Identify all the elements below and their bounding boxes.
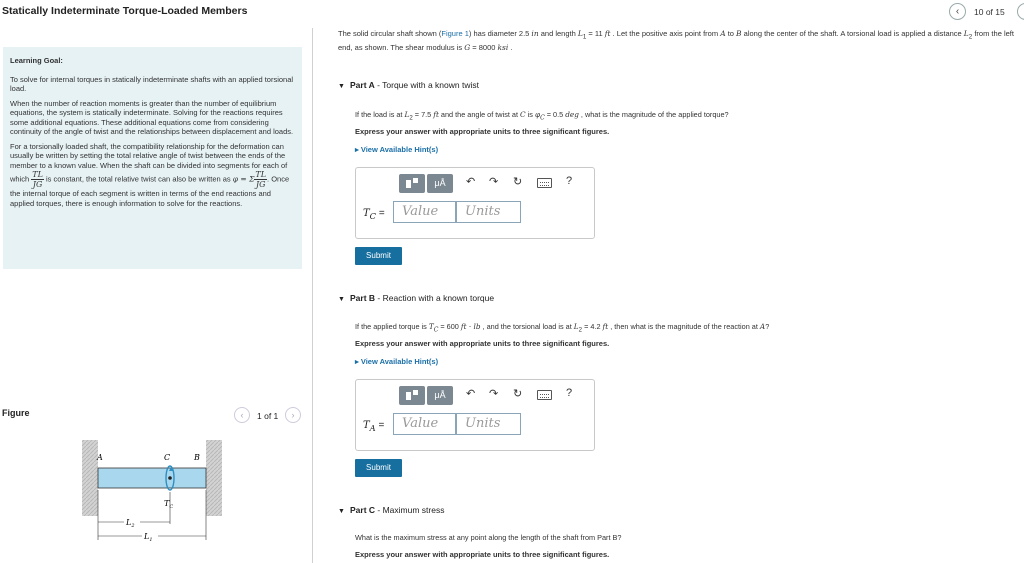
collapse-caret-icon: ▼ [338,296,345,303]
twist-equation: φ = Σ [232,174,255,184]
learning-goal-panel [3,47,302,269]
previous-item-button[interactable] [949,3,966,20]
part-b-header[interactable]: ▼ Part B - Reaction with a known torque [338,293,495,303]
svg-text:L1: $L_1$ [144,532,153,543]
figure-next-button[interactable] [285,407,301,423]
shaft [98,468,206,488]
problem-statement: The solid circular shaft shown (Figure 1) has diameter 2.5 in and length $L_1 = 11$ ft . Let the positive axis point from A to B along the center of the shaft. A torsional load is applied a distance $L_2$ from the left end, as shown. The shear modulus is G = 8000 ksi . [338,29,1014,52]
units-input[interactable]: Units [456,201,521,223]
part-b-instruction: Express your answer with appropriate units to three significant figures. [355,339,610,348]
part-a-question: If the load is at $L_2 = 7.5$ ft and the angle of twist at C is $\varphi_C = 0.5$ deg , what is the magnitude of the applied torque? [355,110,729,122]
undo-icon[interactable]: ↶ [466,388,476,400]
value-input[interactable]: Value [393,201,456,223]
help-icon[interactable]: ? [566,175,573,187]
reset-icon[interactable]: ↻ [513,176,523,188]
units-button[interactable]: μÅ [427,174,453,193]
keyboard-icon[interactable] [537,178,552,188]
svg-text:L2: $L_2$ [126,518,135,529]
collapse-caret-icon: ▼ [338,508,345,515]
reset-icon[interactable]: ↻ [513,388,523,400]
templates-button[interactable] [399,174,425,193]
learning-goal-paragraph-3: For a torsionally loaded shaft, the compatibility relationship for the deformation can usually be written by setting the total relative angle of twist between the ends of the member to a known value. When the shaft can be divided into segments for each of which $\frac{TL}{JG}$ is constant, the total relative twist can also be written as φ = Σ $\frac{TL}{JG}$ . Once the internal torque of each segment is written in terms of the end reactions and applied torques, there is enough information to solve for the reactions. [10,141,290,208]
redo-icon[interactable]: ↷ [489,388,499,400]
part-a-submit-button[interactable]: Submit [355,247,402,265]
part-a-header[interactable]: ▼ Part A - Torque with a known twist [338,80,479,90]
templates-button[interactable] [399,386,425,405]
units-input[interactable]: Units [456,413,521,435]
part-b-submit-button[interactable]: Submit [355,459,402,477]
item-pager [944,3,1024,21]
page-title: Statically Indeterminate Torque-Loaded Members [2,5,248,17]
learning-goal-text: To solve for internal torques in statically indeterminate shafts with an applied torsional load. [10,74,294,93]
label-tc: $T_C$ [164,499,174,510]
units-button[interactable]: μÅ [427,386,453,405]
shaft-figure [78,438,228,548]
part-c-header[interactable]: ▼ Part C - Maximum stress [338,505,445,515]
learning-goal-paragraph-2: When the number of reaction moments is greater than the number of equilibrium equations, the system is statically indeterminate. Solving for the reactions requires some additional equations. These additional equations come from considering continuity of the angle of twist and the relationships between displacement and loads. [10,98,294,136]
part-c-instruction: Express your answer with appropriate units to three significant figures. [355,550,610,559]
keyboard-icon[interactable] [537,390,552,400]
part-b-answer-box [355,379,595,451]
figure-link[interactable]: Figure 1 [441,29,469,38]
collapse-caret-icon: ▼ [338,83,345,90]
part-a-instruction: Express your answer with appropriate units to three significant figures. [355,127,610,136]
chevron-left-icon: ‹ [240,410,244,420]
answer-variable-label: $T_C$ = [363,208,385,221]
learning-goal-heading: Learning Goal: [10,56,63,65]
answer-variable-label: $T_A$ = [363,420,385,433]
redo-icon[interactable]: ↷ [489,176,499,188]
item-counter: 10 of 15 [974,7,1005,17]
undo-icon[interactable]: ↶ [466,176,476,188]
label-b: B [194,453,200,462]
chevron-right-icon: › [291,410,295,420]
tl-over-jg-fraction: $\frac{TL}{JG}$ [32,170,43,189]
help-icon[interactable]: ? [566,387,573,399]
part-c-question: What is the maximum stress at any point along the length of the shaft from Part B? [355,533,622,542]
label-a: A [97,453,103,462]
tl-over-jg-fraction-2: $\frac{TL}{JG}$ [255,170,267,189]
figure-counter: 1 of 1 [257,411,279,421]
column-divider [312,28,313,563]
part-b-question: If the applied torque is $T_C = 600$ ft · lb , and the torsional load is at $L_2 = 4.2$ ft , then what is the magnitude of the reaction at A? [355,322,770,334]
part-b-hints-link[interactable]: ▸ View Available Hint(s) [355,357,439,366]
figure-heading: Figure [2,408,30,418]
next-item-button[interactable] [1017,3,1024,20]
figure-previous-button[interactable] [234,407,250,423]
label-c: C [164,453,171,462]
part-a-hints-link[interactable]: ▸ View Available Hint(s) [355,145,439,154]
value-input[interactable]: Value [393,413,456,435]
chevron-left-icon: ‹ [955,6,960,17]
part-a-answer-box [355,167,595,239]
